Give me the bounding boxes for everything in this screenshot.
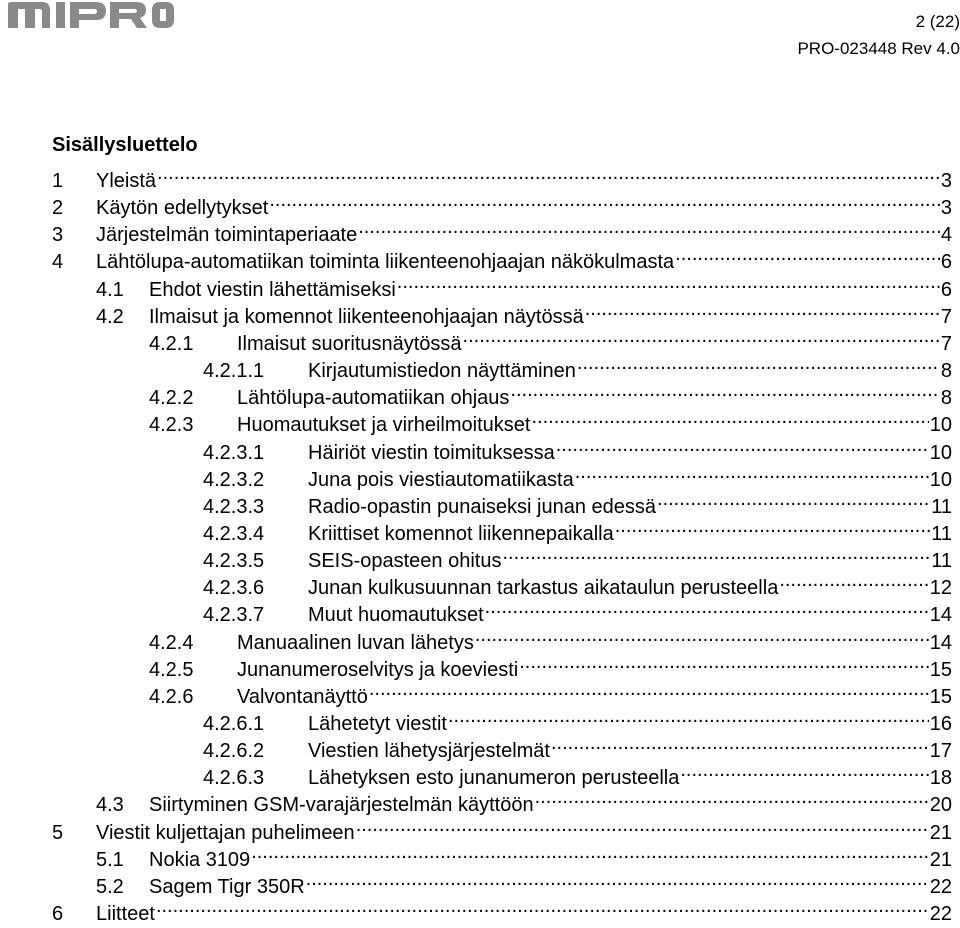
toc-entry-title: Viestien lähetysjärjestelmät [308, 740, 550, 763]
toc-entry-number: 2 [52, 197, 64, 220]
toc-entry-number: 6 [52, 903, 64, 926]
toc-entry-page: 15 [929, 685, 952, 708]
toc-entry-page: 8 [940, 360, 952, 383]
toc-entry-title: Radio-opastin punaiseksi junan edessä [308, 495, 657, 518]
toc-entry-page: 3 [940, 197, 952, 220]
toc-dot-leader [251, 839, 929, 866]
toc-entry-page: 16 [929, 713, 952, 735]
toc-entry[interactable] [96, 296, 952, 328]
toc-entry-page: 6 [940, 278, 952, 301]
toc-entry-title: Häiriöt viestin toimituksessa [308, 441, 555, 464]
mipro-logo [6, 0, 174, 30]
toc-entry-title: SEIS-opasteen ohitus [308, 550, 502, 573]
toc-entry-title: Ehdot viestin lähettämiseksi [149, 278, 396, 301]
toc-entry-title: Nokia 3109 [149, 848, 251, 871]
toc-entry[interactable] [52, 812, 952, 844]
toc-entry-title: Muut huomautukset [308, 604, 484, 627]
toc-entry-title: Kriittiset komennot liikennepaikalla [308, 522, 614, 545]
toc-entry-page: 21 [929, 848, 952, 871]
toc-entry[interactable] [52, 241, 952, 274]
toc-dot-leader [269, 187, 940, 214]
toc-entry-title: Junan kulkusuunnan tarkastus aikataulun perusteella [308, 577, 779, 600]
toc-entry-page: 8 [940, 387, 952, 410]
toc-entry[interactable] [96, 269, 952, 301]
document-id: PRO-023448 Rev 4.0 [797, 39, 960, 58]
toc-entry-number: 5 [52, 821, 64, 844]
toc-entry-title: Liitteet [96, 903, 155, 926]
toc-entry[interactable] [96, 784, 952, 817]
toc-entry[interactable] [203, 513, 952, 545]
toc-dot-leader [779, 567, 928, 594]
toc-entry-title: Viestit kuljettajan puhelimeen [96, 821, 355, 844]
toc-entry[interactable] [203, 350, 952, 383]
toc-dot-leader [156, 893, 929, 920]
toc-entry-page: 10 [929, 468, 952, 491]
toc-entry-title: Käytön edellytykset [96, 197, 269, 220]
toc-entry-page: 11 [931, 495, 952, 518]
page-header-info [797, 8, 960, 62]
toc-dot-leader [356, 812, 929, 839]
toc-entry-number: 4.2.2 [149, 387, 194, 410]
toc-entry-number: 1 [52, 170, 64, 192]
toc-entry-title: Manuaalinen luvan lähetys [237, 631, 474, 654]
toc-entry[interactable] [203, 703, 952, 735]
toc-dot-leader [475, 622, 929, 649]
toc-entry-number: 4.2.3.5 [203, 550, 265, 573]
toc-entry-page: 20 [929, 794, 952, 817]
toc-entry[interactable] [96, 866, 952, 898]
toc-entry-number: 5.1 [96, 848, 124, 871]
toc-entry[interactable] [149, 323, 952, 355]
toc-entry-page: 11 [931, 550, 952, 573]
toc-entry-title: Lähetetyt viestit [308, 713, 447, 735]
toc-entry[interactable] [52, 893, 952, 926]
toc-entry-title: Junanumeroselvitys ja koeviesti [237, 658, 519, 681]
toc-entry-number: 4.2.3.7 [203, 604, 265, 627]
toc-entry-page: 14 [929, 604, 952, 627]
toc-entry-number: 4.2.3 [149, 414, 194, 437]
toc-dot-leader [358, 214, 940, 241]
toc-entry[interactable] [52, 187, 952, 220]
toc-entry-page: 10 [929, 414, 952, 437]
toc-entry-page: 17 [929, 740, 952, 763]
toc-entry[interactable] [203, 540, 952, 573]
toc-entry-number: 4.2.3.4 [203, 522, 265, 545]
toc-entry-page: 21 [929, 821, 952, 844]
toc-entry-title: Sagem Tigr 350R [149, 875, 305, 898]
toc-entry-number: 4.2.6.1 [203, 713, 265, 735]
toc-dot-leader [585, 296, 940, 323]
toc-entry-page: 22 [929, 875, 952, 898]
toc-entry-number: 4.2.3.2 [203, 468, 265, 491]
toc-entry-number: 4.2.3.1 [203, 441, 265, 464]
toc-entry[interactable] [203, 432, 952, 464]
toc-entry[interactable] [203, 594, 952, 627]
toc-dot-leader [369, 676, 929, 703]
toc-entry[interactable] [203, 459, 952, 491]
toc-entry-title: Ilmaisut ja komennot liikenteenohjaajan näytössä [149, 305, 584, 328]
toc-dot-leader [657, 486, 930, 513]
toc-entry-number: 4.2.1 [149, 332, 194, 355]
toc-entry-number: 4.2 [96, 305, 124, 328]
toc-title: Sisällysluettelo [52, 134, 198, 156]
toc-entry-page: 12 [929, 577, 952, 600]
toc-dot-leader [463, 323, 940, 350]
toc-entry[interactable] [203, 567, 952, 600]
toc-entry-page: 14 [929, 631, 952, 654]
toc-dot-leader [535, 784, 929, 811]
toc-entry-page: 15 [929, 658, 952, 681]
toc-dot-leader [531, 404, 928, 431]
toc-entry-number: 4 [52, 251, 64, 274]
toc-entry-title: Yleistä [96, 170, 157, 192]
toc-entry-page: 22 [929, 903, 952, 926]
toc-entry-page: 18 [929, 767, 952, 790]
toc-entry[interactable] [149, 377, 952, 410]
toc-entry-number: 3 [52, 224, 64, 247]
toc-entry-title: Juna pois viestiautomatiikasta [308, 468, 574, 491]
toc-dot-leader [675, 241, 940, 268]
toc-entry-page: 7 [940, 305, 952, 328]
toc-entry-title: Lähtölupa-automatiikan toiminta liikenteenohjaajan näkökulmasta [96, 251, 675, 274]
toc-dot-leader [448, 703, 929, 730]
toc-entry-title: Huomautukset ja virheilmoitukset [237, 414, 531, 437]
toc-entry-title: Lähetyksen esto junanumeron perusteella [308, 767, 680, 790]
toc-entry-number: 4.1 [96, 278, 124, 301]
toc-dot-leader [577, 350, 940, 377]
toc-dot-leader [306, 866, 929, 893]
toc-entry[interactable] [203, 757, 952, 790]
toc-entry-page: 4 [940, 224, 952, 247]
toc-entry-number: 4.2.3.6 [203, 577, 265, 600]
toc-entry-number: 4.2.6.3 [203, 767, 265, 790]
toc-dot-leader [157, 160, 940, 187]
toc-entry-title: Lähtölupa-automatiikan ohjaus [237, 387, 510, 410]
toc-entry[interactable] [52, 214, 952, 247]
toc-entry-number: 4.2.6.2 [203, 740, 265, 763]
toc-entry-page: 3 [940, 170, 952, 192]
toc-entry-page: 7 [940, 332, 952, 355]
toc-entry[interactable] [149, 404, 952, 437]
toc-dot-leader [397, 269, 940, 296]
toc-dot-leader [680, 757, 928, 784]
toc-entry-title: Valvontanäyttö [237, 685, 368, 708]
toc-dot-leader [575, 459, 929, 486]
toc-entry-title: Kirjautumistiedon näyttäminen [308, 360, 576, 383]
toc-dot-leader [485, 594, 929, 621]
toc-entry-title: Siirtyminen GSM-varajärjestelmän käyttöön [149, 794, 534, 817]
toc-dot-leader [615, 513, 931, 540]
toc-entry[interactable] [203, 730, 952, 763]
toc-entry[interactable] [149, 676, 952, 708]
toc-dot-leader [519, 649, 929, 676]
toc-entry-number: 4.2.1.1 [203, 360, 265, 383]
toc-dot-leader [556, 432, 929, 459]
toc-entry-number: 4.2.6 [149, 685, 194, 708]
page-number: 2 (22) [915, 12, 960, 31]
toc-entry[interactable] [96, 839, 952, 871]
toc-entry-number: 5.2 [96, 875, 124, 898]
toc-entry-page: 10 [929, 441, 952, 464]
toc-entry-page: 11 [931, 522, 952, 545]
toc-entry[interactable] [149, 649, 952, 681]
toc-entry-number: 4.2.5 [149, 658, 194, 681]
toc-entry-page: 6 [940, 251, 952, 274]
toc-dot-leader [502, 540, 930, 567]
toc-entry[interactable] [203, 486, 952, 518]
toc-entry-title: Ilmaisut suoritusnäytössä [237, 332, 462, 355]
toc-entry-number: 4.2.4 [149, 631, 194, 654]
toc-entry-number: 4.3 [96, 794, 124, 817]
toc-dot-leader [510, 377, 939, 404]
toc-entry[interactable] [149, 622, 952, 654]
toc-entry-title: Järjestelmän toimintaperiaate [96, 224, 358, 247]
toc-entry-number: 4.2.3.3 [203, 495, 265, 518]
toc-entry[interactable] [52, 160, 952, 192]
toc-dot-leader [551, 730, 929, 757]
